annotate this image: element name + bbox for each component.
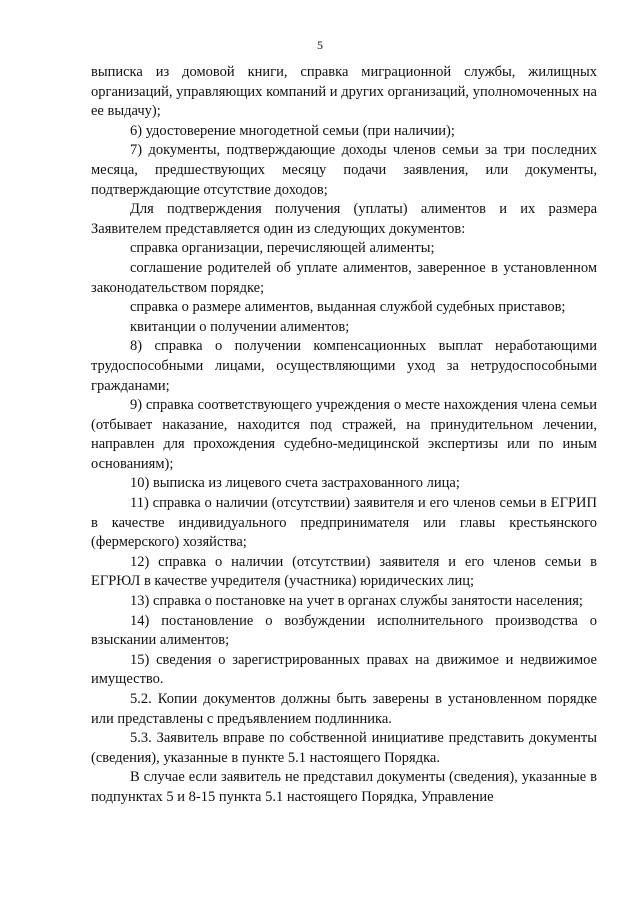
document-paragraph: 13) справка о постановке на учет в органах службы занятости населения; (130, 593, 583, 610)
document-paragraph: 11) справка о наличии (отсутствии) заявителя и его членов семьи в ЕГРИП в качестве индивидуального предпринимателя или главы крестьянского (фермерского) хозяйства; (91, 495, 597, 551)
document-paragraph: 5.3. Заявитель вправе по собственной инициативе представить документы (сведения), указанные в пункте 5.1 настоящего Порядка. (91, 730, 597, 766)
document-paragraph: выписка из домовой книги, справка миграционной службы, жилищных организаций, управляющих компаний и других организаций, уполномоченных на ее выдачу); (91, 64, 597, 120)
document-paragraph: 9) справка соответствующего учреждения о месте нахождения члена семьи (отбывает наказание, находится под стражей, на принудительном лечении, направлен для прохождения судебно-медицинской экспертизы или по иным основаниям); (91, 397, 597, 472)
document-paragraph: 7) документы, подтверждающие доходы членов семьи за три последних месяца, предшествующих месяцу подачи заявления, или документы, подтверждающие отсутствие доходов; (91, 142, 597, 198)
document-paragraph: Для подтверждения получения (уплаты) алиментов и их размера Заявителем представляется один из следующих документов: (91, 201, 597, 237)
page-number: 5 (317, 38, 323, 52)
document-paragraph: 10) выписка из лицевого счета застрахованного лица; (130, 475, 460, 492)
document-paragraph: 5.2. Копии документов должны быть заверены в установленном порядке или представлены с предъявлением подлинника. (91, 691, 597, 727)
document-paragraph: 15) сведения о зарегистрированных правах на движимое и недвижимое имущество. (91, 651, 597, 688)
document-paragraph: 6) удостоверение многодетной семьи (при наличии); (130, 122, 455, 139)
document-paragraph: справка о размере алиментов, выданная службой судебных приставов; (130, 299, 566, 316)
document-paragraph: 12) справка о наличии (отсутствии) заявителя и его членов семьи в ЕГРЮЛ в качестве учредителя (участника) юридических лиц; (91, 553, 597, 590)
document-paragraph: В случае если заявитель не представил документы (сведения), указанные в подпунктах 5 и 8-15 пункта 5.1 настоящего Порядка, Управление (91, 769, 597, 805)
document-paragraph: квитанции о получении алиментов; (130, 318, 350, 335)
document-paragraph: 14) постановление о возбуждении исполнительного производства о взыскании алиментов; (91, 612, 597, 649)
document-body (91, 63, 597, 808)
document-paragraph: соглашение родителей об уплате алиментов, заверенное в установленном законодательством порядке; (91, 259, 597, 296)
document-paragraph: 8) справка о получении компенсационных выплат неработающими трудоспособными лицами, осуществляющими уход за нетрудоспособными гражданами; (91, 338, 597, 394)
document-paragraph: справка организации, перечисляющей алименты; (130, 240, 435, 257)
